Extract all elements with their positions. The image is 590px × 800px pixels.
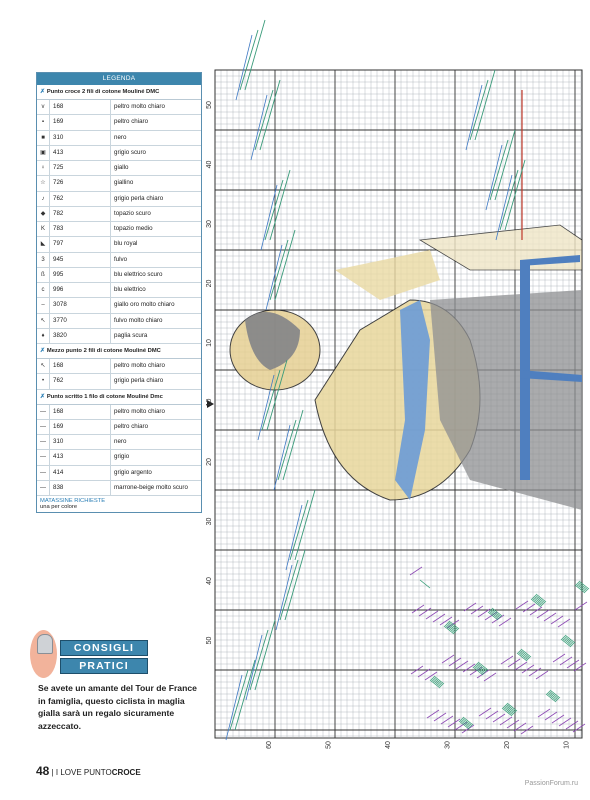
color-name: peltro chiaro [114, 118, 149, 126]
dmc-code: 996 [50, 283, 111, 297]
dmc-code: 838 [50, 481, 111, 495]
left-axis-label: 40 [206, 577, 213, 585]
left-axis-label: 10 [206, 398, 213, 407]
color-name: blu elettrico [114, 286, 146, 293]
color-name: topazio scuro [114, 209, 151, 217]
dmc-code: 310 [50, 131, 111, 145]
skeins-title: MATASSINE RICHIESTE [40, 498, 106, 504]
color-name: grigio scuro [114, 148, 146, 156]
legend-symbol: — [37, 435, 50, 449]
bottom-axis-labels [266, 741, 571, 749]
dmc-code: 413 [50, 450, 111, 464]
dmc-code: 3078 [50, 298, 111, 312]
watermark: PassionForum.ru [524, 780, 578, 787]
color-name: nero [114, 438, 127, 445]
left-axis-labels [206, 101, 213, 644]
legend-symbol: ■ [37, 131, 50, 145]
color-name: grigio perla chiaro [114, 377, 164, 385]
dmc-code: 995 [50, 268, 111, 282]
legend-symbol: ☆ [37, 176, 50, 190]
color-name: paglia scura [114, 331, 148, 339]
left-axis-label: 20 [206, 458, 213, 466]
skeins-text: una per colore [40, 504, 78, 510]
dmc-code: 168 [50, 100, 111, 114]
brand-prefix: I LOVE PUNTO [55, 768, 112, 777]
legend-symbol: ♪ [37, 192, 50, 206]
left-axis-label: 20 [206, 279, 213, 288]
bottom-axis-label: 10 [563, 741, 571, 749]
legend-symbol: K [37, 222, 50, 236]
brand-suffix: CROCE [111, 768, 141, 777]
left-axis-label: 50 [206, 636, 213, 645]
color-name: peltro molto chiaro [114, 362, 165, 369]
dmc-code: 797 [50, 237, 111, 251]
legend-symbol: ◣ [37, 237, 50, 251]
dmc-code: 725 [50, 161, 111, 175]
section-half-stitch-title: ✗ Mezzo punto 2 fili di cotone Mouliné DMC [37, 344, 201, 359]
legend-symbol: — [37, 466, 50, 480]
dmc-code: 169 [50, 115, 111, 129]
tips-title-line2: PRATICI [60, 658, 148, 674]
dmc-code: 414 [50, 466, 111, 480]
color-name: grigio perla chiaro [114, 194, 164, 202]
color-name: fulvo [114, 255, 128, 263]
tips-title-line1: CONSIGLI [60, 640, 148, 656]
color-name: peltro molto chiaro [114, 407, 165, 415]
color-name: fulvo molto chiaro [114, 316, 163, 324]
left-axis-label: 10 [206, 339, 213, 347]
legend-symbol: ß [37, 268, 50, 282]
half-stitch-mark: ✗ [40, 348, 45, 354]
legend-symbol: — [37, 450, 50, 464]
bottom-axis-label: 20 [504, 741, 511, 749]
dmc-code: 3820 [50, 329, 111, 343]
color-name: giallino [114, 179, 134, 187]
legend-header: LEGENDA [37, 73, 201, 85]
legend-symbol: — [37, 420, 50, 434]
tips-text: Se avete un amante del Tour de France in famiglia, questo ciclista in maglia gialla sarà un regalo sicuramente azzeccato. [38, 683, 197, 731]
legend-symbol: ♦ [37, 329, 50, 343]
legend-symbol: — [37, 405, 50, 419]
legend-symbol: ↖ [37, 314, 50, 328]
legend-symbol: ◆ [37, 207, 50, 221]
bottom-axis-label: 60 [266, 741, 273, 749]
color-name: giallo oro molto chiaro [114, 301, 175, 309]
cross-stitch-mark: ✗ [40, 89, 45, 95]
left-axis-label: 30 [206, 220, 213, 228]
legend-symbol: ▣ [37, 146, 50, 160]
legend-symbol: c [37, 283, 50, 297]
section-cross-stitch-title: ✗ Punto croce 2 fili di cotone Mouliné DMC [37, 85, 201, 100]
color-name: blu elettrico scuro [114, 270, 163, 278]
dmc-code: 783 [50, 222, 111, 236]
legend-symbol: • [37, 374, 50, 388]
dmc-code: 782 [50, 207, 111, 221]
legend-symbol: 3 [37, 253, 50, 267]
dmc-code: 310 [50, 435, 111, 449]
bottom-axis-label: 30 [444, 741, 452, 749]
left-axis-label: 30 [206, 517, 213, 526]
legend-symbol: ♀ [37, 161, 50, 175]
bike-tube [520, 260, 530, 480]
color-name: giallo [114, 164, 129, 171]
legend-symbol: — [37, 481, 50, 495]
dmc-code: 762 [50, 374, 111, 388]
backstitch-mark: ✗ [40, 393, 45, 400]
color-name: marrone-beige molto scuro [114, 483, 188, 491]
legend-symbol: – [37, 298, 50, 312]
dmc-code: 945 [50, 253, 111, 267]
dmc-code: 413 [50, 146, 111, 160]
color-name: nero [114, 133, 127, 141]
legend-symbol: ↖ [37, 359, 50, 373]
section-backstitch-title: ✗ Punto scritto 1 filo di cotone Mouliné Dmc [37, 390, 201, 405]
bottom-axis-label: 40 [385, 741, 392, 749]
legend-symbol: v [37, 100, 50, 114]
dmc-code: 726 [50, 176, 111, 190]
color-name: blu royal [114, 240, 138, 248]
color-name: peltro molto chiaro [114, 103, 165, 110]
dmc-code: 168 [50, 405, 111, 419]
legend-symbol: ▪ [37, 115, 50, 129]
color-name: grigio argento [114, 468, 152, 476]
dmc-code: 3770 [50, 314, 111, 328]
footer-divider: | [51, 768, 56, 777]
dmc-code: 762 [50, 192, 111, 206]
color-name: topazio medio [114, 225, 153, 232]
dmc-code: 168 [50, 359, 111, 373]
page-number: 48 [36, 764, 50, 778]
left-axis-label: 50 [206, 101, 213, 109]
left-axis-label: 40 [206, 160, 213, 169]
bottom-axis-label: 50 [325, 741, 333, 749]
color-name: peltro chiaro [114, 422, 149, 430]
dmc-code: 169 [50, 420, 111, 434]
color-name: grigio [114, 453, 130, 461]
